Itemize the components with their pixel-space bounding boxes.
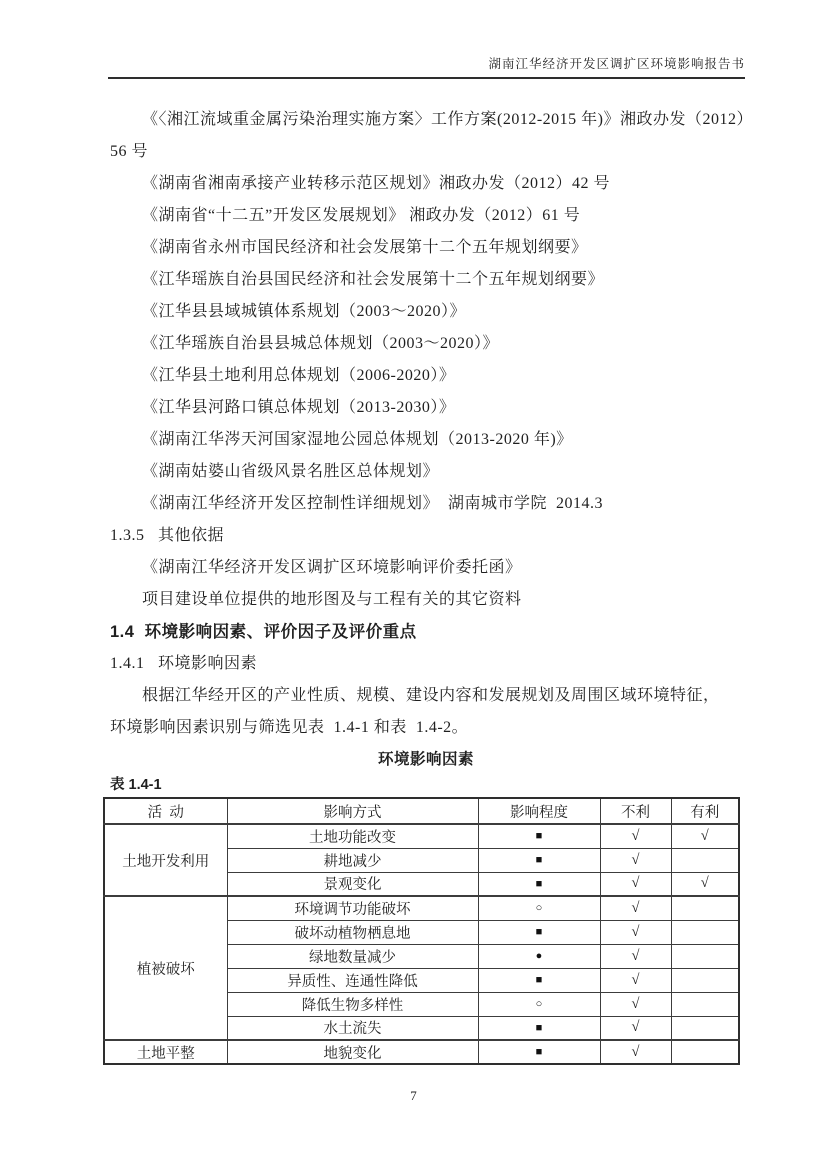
beneficial-cell bbox=[671, 1040, 739, 1064]
column-header: 影响方式 bbox=[227, 798, 478, 824]
body-line: 《湖南江华涔天河国家湿地公园总体规划（2013-2020 年)》 bbox=[142, 431, 573, 448]
adverse-cell: √ bbox=[600, 968, 671, 992]
body-line: 《湖南江华经济开发区调扩区环境影响评价委托函》 bbox=[142, 559, 522, 576]
beneficial-cell bbox=[671, 848, 739, 872]
column-header: 有利 bbox=[671, 798, 739, 824]
activity-cell: 植被破坏 bbox=[104, 896, 227, 1040]
body-line: 《〈湘江流域重金属污染治理实施方案〉工作方案(2012-2015 年)》湘政办发（2012） bbox=[142, 111, 753, 128]
adverse-cell: √ bbox=[600, 1040, 671, 1064]
page-number: 7 bbox=[410, 1088, 417, 1103]
degree-cell: ○ bbox=[478, 992, 600, 1016]
body-line: 1.4.1 环境影响因素 bbox=[110, 655, 258, 672]
degree-cell: ■ bbox=[478, 1016, 600, 1040]
adverse-cell: √ bbox=[600, 992, 671, 1016]
adverse-cell: √ bbox=[600, 944, 671, 968]
body-line: 《湖南省“十二五”开发区发展规划》 湘政办发（2012）61 号 bbox=[142, 207, 581, 224]
table-label: 表 1.4-1 bbox=[110, 777, 162, 793]
body-line: 《湖南姑婆山省级风景名胜区总体规划》 bbox=[142, 463, 440, 480]
body-line: 《江华县县域城镇体系规划（2003～2020）》 bbox=[142, 303, 467, 320]
beneficial-cell bbox=[671, 896, 739, 920]
mode-cell: 降低生物多样性 bbox=[227, 992, 478, 1016]
body-line: 《江华瑶族自治县国民经济和社会发展第十二个五年规划纲要》 bbox=[142, 271, 605, 288]
degree-cell: ● bbox=[478, 944, 600, 968]
impact-factors-table bbox=[103, 797, 740, 1065]
beneficial-cell bbox=[671, 968, 739, 992]
adverse-cell: √ bbox=[600, 848, 671, 872]
degree-cell: ■ bbox=[478, 1040, 600, 1064]
page-header-title: 湖南江华经济开发区调扩区环境影响报告书 bbox=[488, 57, 745, 71]
mode-cell: 地貌变化 bbox=[227, 1040, 478, 1064]
beneficial-cell: √ bbox=[671, 824, 739, 848]
body-line: 1.3.5 其他依据 bbox=[110, 527, 225, 544]
body-line: 《湖南江华经济开发区控制性详细规划》 湖南城市学院 2014.3 bbox=[142, 495, 604, 512]
mode-cell: 环境调节功能破坏 bbox=[227, 896, 478, 920]
beneficial-cell bbox=[671, 944, 739, 968]
degree-cell: ■ bbox=[478, 824, 600, 848]
table-body bbox=[104, 824, 739, 1064]
document-body bbox=[110, 104, 753, 776]
body-line: 《湖南省湘南承接产业转移示范区规划》湘政办发（2012）42 号 bbox=[142, 175, 611, 192]
degree-cell: ■ bbox=[478, 968, 600, 992]
table-row bbox=[104, 1040, 739, 1064]
degree-cell: ■ bbox=[478, 920, 600, 944]
table-row bbox=[104, 896, 739, 920]
adverse-cell: √ bbox=[600, 920, 671, 944]
body-line: 《江华县土地利用总体规划（2006-2020）》 bbox=[142, 367, 456, 384]
beneficial-cell bbox=[671, 920, 739, 944]
mode-cell: 水土流失 bbox=[227, 1016, 478, 1040]
body-line: 环境影响因素识别与筛选见表 1.4-1 和表 1.4-2。 bbox=[110, 719, 469, 736]
page-header bbox=[108, 54, 745, 79]
document-content bbox=[110, 104, 753, 1065]
body-line: 《江华县河路口镇总体规划（2013-2030）》 bbox=[142, 399, 456, 416]
body-line: 56 号 bbox=[110, 143, 149, 160]
body-line: 《湖南省永州市国民经济和社会发展第十二个五年规划纲要》 bbox=[142, 239, 588, 256]
degree-cell: ■ bbox=[478, 872, 600, 896]
degree-cell: ■ bbox=[478, 848, 600, 872]
mode-cell: 异质性、连通性降低 bbox=[227, 968, 478, 992]
mode-cell: 耕地减少 bbox=[227, 848, 478, 872]
adverse-cell: √ bbox=[600, 1016, 671, 1040]
column-header: 活 动 bbox=[104, 798, 227, 824]
mode-cell: 绿地数量减少 bbox=[227, 944, 478, 968]
column-header: 影响程度 bbox=[478, 798, 600, 824]
activity-cell: 土地平整 bbox=[104, 1040, 227, 1064]
body-line: 1.4 环境影响因素、评价因子及评价重点 bbox=[110, 623, 417, 641]
adverse-cell: √ bbox=[600, 896, 671, 920]
beneficial-cell bbox=[671, 992, 739, 1016]
mode-cell: 景观变化 bbox=[227, 872, 478, 896]
mode-cell: 破坏动植物栖息地 bbox=[227, 920, 478, 944]
table-title: 环境影响因素 bbox=[377, 751, 474, 768]
table-header-row bbox=[104, 798, 739, 824]
adverse-cell: √ bbox=[600, 824, 671, 848]
beneficial-cell bbox=[671, 1016, 739, 1040]
page-footer bbox=[0, 1088, 827, 1104]
body-line: 根据江华经开区的产业性质、规模、建设内容和发展规划及周围区域环境特征， bbox=[142, 687, 720, 704]
degree-cell: ○ bbox=[478, 896, 600, 920]
body-line: 《江华瑶族自治县县城总体规划（2003～2020）》 bbox=[142, 335, 500, 352]
adverse-cell: √ bbox=[600, 872, 671, 896]
column-header: 不利 bbox=[600, 798, 671, 824]
table-row bbox=[104, 824, 739, 848]
beneficial-cell: √ bbox=[671, 872, 739, 896]
mode-cell: 土地功能改变 bbox=[227, 824, 478, 848]
activity-cell: 土地开发利用 bbox=[104, 824, 227, 896]
body-line: 项目建设单位提供的地形图及与工程有关的其它资料 bbox=[142, 591, 522, 608]
